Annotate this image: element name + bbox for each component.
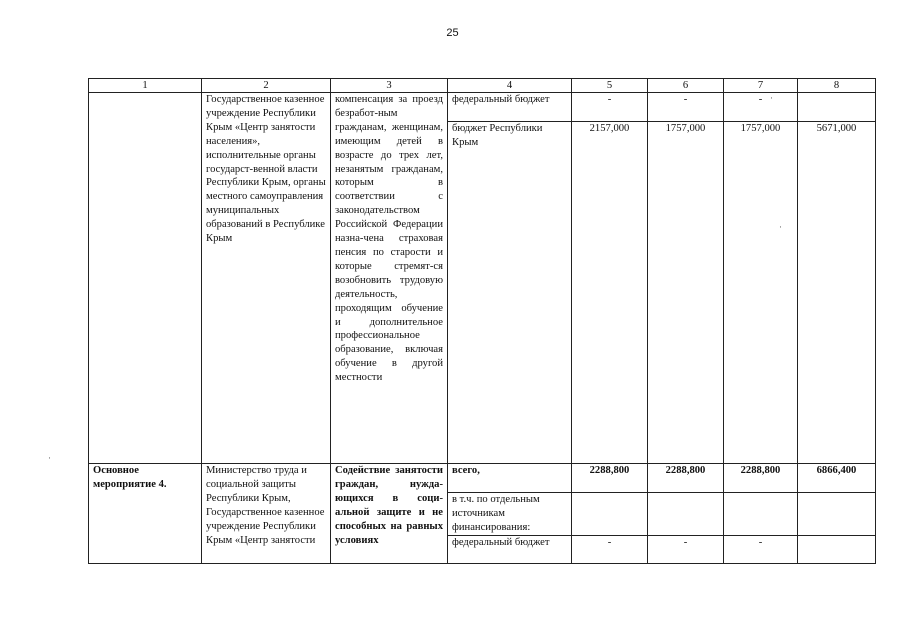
measure-cell xyxy=(89,93,202,464)
description-cell: компенсация за проезд безработ-ным гражданам, женщинам, имеющим детей в возрасте до трех лет, незанятым гражданам, которым в соответствии с законодательством Российской Федерации назна-чена страховая пенсия по старости и которые стремят-ся возобновить трудовую деятельность, проходящим обучение и дополнительное профессиональное образование, включая обучение в другой местности xyxy=(331,93,448,464)
total-cell xyxy=(798,493,876,536)
executor-cell: Государственное казенное учреждение Республики Крым «Центр занятости населения», исполнительные органы государст-венной власти Республики Крым, органы местного самоуправления муниципальных образований в Республике Крым xyxy=(202,93,331,464)
funding-source-cell: бюджет Республики Крым xyxy=(448,122,572,464)
total-cell: 6866,400 xyxy=(798,464,876,493)
column-number: 7 xyxy=(724,79,798,93)
funding-source-cell: в т.ч. по отдельным источникам финансирования: xyxy=(448,493,572,536)
program-table xyxy=(88,78,876,564)
column-number: 6 xyxy=(648,79,724,93)
total-cell xyxy=(798,536,876,564)
year1-cell: 2157,000 xyxy=(572,122,648,464)
year3-cell: 1757,000 xyxy=(724,122,798,464)
table-row xyxy=(89,93,876,122)
column-number: 8 xyxy=(798,79,876,93)
column-number-row xyxy=(89,79,876,93)
total-cell xyxy=(798,93,876,122)
table-row xyxy=(89,464,876,493)
year1-cell: - xyxy=(572,93,648,122)
year1-cell: 2288,800 xyxy=(572,464,648,493)
year1-cell: - xyxy=(572,536,648,564)
year2-cell: - xyxy=(648,93,724,122)
funding-source-cell: федеральный бюджет xyxy=(448,93,572,122)
year2-cell xyxy=(648,493,724,536)
funding-source-cell: всего, xyxy=(448,464,572,493)
year2-cell: - xyxy=(648,536,724,564)
scan-speck: · xyxy=(48,453,51,463)
scan-speck: · xyxy=(779,222,782,232)
year3-cell: 2288,800 xyxy=(724,464,798,493)
page-number: 25 xyxy=(446,27,459,39)
year1-cell xyxy=(572,493,648,536)
column-number: 3 xyxy=(331,79,448,93)
column-number: 1 xyxy=(89,79,202,93)
column-number: 2 xyxy=(202,79,331,93)
column-number: 5 xyxy=(572,79,648,93)
year3-cell xyxy=(724,493,798,536)
description-cell: Содействие занятости граждан, нужда-ющихся в соци-альной защите и не способных на равных условиях xyxy=(331,464,448,564)
year2-cell: 1757,000 xyxy=(648,122,724,464)
year3-cell: - xyxy=(724,536,798,564)
funding-source-cell: федеральный бюджет xyxy=(448,536,572,564)
total-cell: 5671,000 xyxy=(798,122,876,464)
executor-cell: Министерство труда и социальной защиты Республики Крым, Государственное казенное учреждение Республики Крым «Центр занятости xyxy=(202,464,331,564)
measure-cell: Основное мероприятие 4. xyxy=(89,464,202,564)
scan-speck: · xyxy=(770,93,773,103)
year3-cell: - xyxy=(724,93,798,122)
year2-cell: 2288,800 xyxy=(648,464,724,493)
column-number: 4 xyxy=(448,79,572,93)
